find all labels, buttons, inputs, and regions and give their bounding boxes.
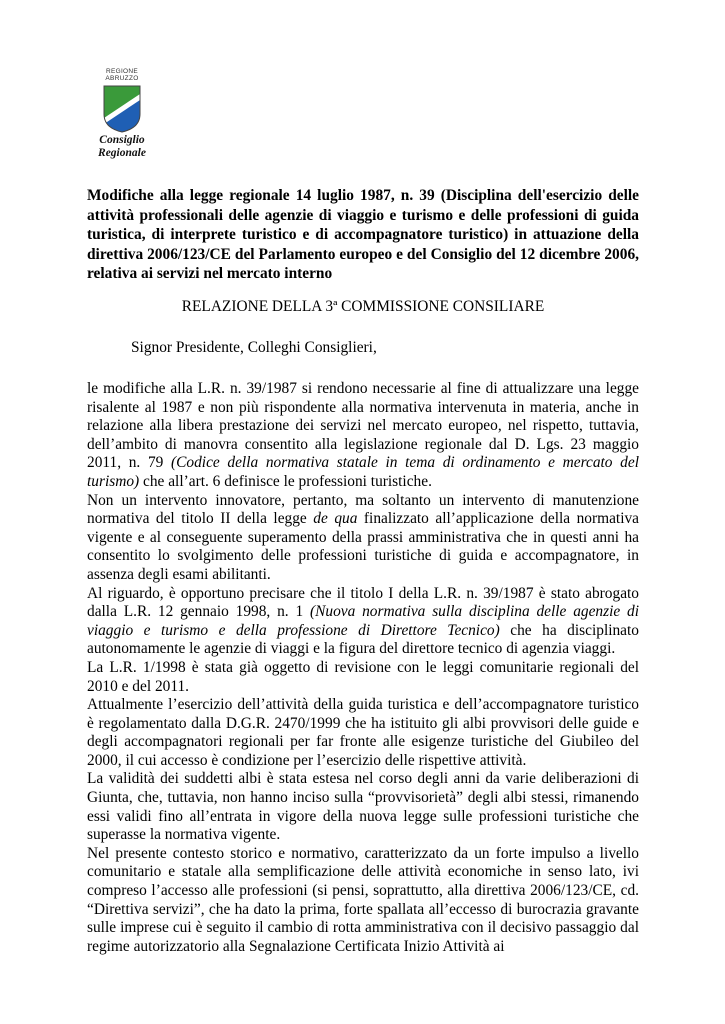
paragraph-text: La validità dei suddetti albi è stata estesa nel corso degli anni da varie deliberazioni di Giunta, che, tuttavia, non hanno inciso sulla “provvisorietà” degli albi stessi, rimanendo essi validi fino all’entrata in vigore della nuova legge sulle professioni turistiche che superasse la normativa vigente. bbox=[87, 770, 639, 844]
paragraph-italic: (Codice della normativa statale in tema di ordinamento e mercato del turismo) bbox=[87, 454, 639, 490]
paragraph-text: La L.R. 1/1998 è stata già oggetto di revisione con le leggi comunitarie regionali del 2010 e del 2011. bbox=[87, 658, 639, 695]
greeting: Signor Presidente, Colleghi Consiglieri, bbox=[131, 339, 377, 356]
paragraph-text: Al riguardo, è opportuno precisare che il titolo I della L.R. n. 39/1987 è stato abrogato dalla L.R. 12 gennaio 1998, n. 1 bbox=[87, 584, 639, 621]
report-heading: RELAZIONE DELLA 3ª COMMISSIONE CONSILIARE bbox=[181, 298, 545, 315]
paragraph bbox=[87, 696, 639, 770]
paragraph-text: Attualmente l’esercizio dell’attività della guida turistica e dell’accompagnatore turistico è regolamentato dalla D.G.R. 2470/1999 che ha istituito gli albi provvisori delle guide e degli accompagnatori regionali per far fronte alle esigenze turistiche del Giubileo del 2000, il cui accesso è condizione per l’esercizio delle rispettive attività. bbox=[87, 696, 639, 769]
paragraph bbox=[87, 845, 639, 957]
paragraph-text: che ha disciplinato autonomamente le agenzie di viaggi e la figura del direttore tecnico di agenzia viaggi. bbox=[87, 621, 639, 658]
shield-emblem-icon bbox=[102, 84, 142, 134]
logo-text-regione: REGIONE bbox=[105, 68, 139, 75]
paragraph bbox=[87, 492, 639, 585]
paragraph bbox=[87, 770, 639, 844]
paragraph bbox=[87, 659, 639, 696]
paragraph-text: finalizzato all’applicazione della normativa vigente e al conseguente superamento della prassi amministrativa che in questi anni ha consentito lo svolgimento delle professioni turistiche di guida e accompagnatore, in assenza degli esami abilitanti. bbox=[87, 510, 640, 583]
logo-script-consiglio: Consiglio bbox=[99, 134, 145, 146]
logo-script-regionale: Regionale bbox=[98, 147, 146, 159]
paragraph-text: le modifiche alla L.R. n. 39/1987 si rendono necessarie al fine di attualizzare una legge risalente al 1987 e non più rispondente alla normativa intervenuta in materia, anche in relazione alla libera prestazione dei servizi nel mercato europeo, nel rispetto, tuttavia, dell’ambito di manovra consentito alla legislazione regionale dal D. Lgs. 23 maggio 2011, n. 79 bbox=[87, 380, 639, 472]
document-title: Modifiche alla legge regionale 14 luglio 1987, n. 39 (Disciplina dell'esercizio delle attività professionali delle agenzie di viaggio e turismo e delle professioni di guida turistica, di interprete turistico e di accompagnatore turistico) in attuazione della direttiva 2006/123/CE del Parlamento europeo e del Consiglio del 12 dicembre 2006, relativa ai servizi nel mercato interno bbox=[87, 187, 639, 283]
paragraph bbox=[87, 585, 639, 659]
paragraph bbox=[87, 380, 639, 492]
logo-text-abruzzo: ABRUZZO bbox=[105, 75, 139, 82]
paragraph-italic: de qua bbox=[313, 510, 358, 528]
regione-abruzzo-logo bbox=[96, 68, 148, 160]
paragraph-text: Non un intervento innovatore, pertanto, ma soltanto un intervento di manutenzione normativa del titolo II della legge bbox=[87, 491, 639, 528]
paragraph-text: Nel presente contesto storico e normativo, caratterizzato da un forte impulso a livello comunitario e statale alla semplificazione delle attività economiche in senso lato, ivi compreso l’accesso alle professioni (si pensi, soprattutto, alla direttiva 2006/123/CE, cd. “Direttiva servizi”, che ha dato la prima, forte spallata all’eccesso di burocrazia gravante sulle imprese cui è seguito il cambio di rotta amministrativa con il decisivo passaggio dal regime autorizzatorio alla Segnalazione Certificata Inizio Attività ai bbox=[87, 844, 639, 955]
paragraph-italic: (Nuova normativa sulla disciplina delle agenzie di viaggio e turismo e della professione di Direttore Tecnico) bbox=[87, 603, 639, 639]
report-body bbox=[87, 380, 639, 956]
paragraph-text: che all’art. 6 definisce le professioni turistiche. bbox=[139, 472, 432, 490]
